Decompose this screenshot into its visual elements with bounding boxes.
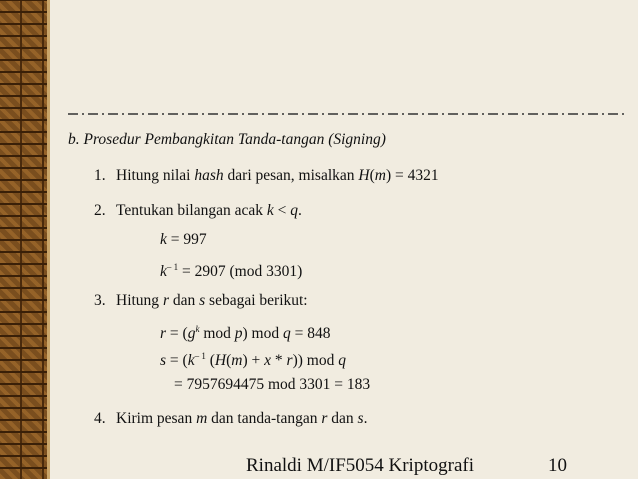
eq-k-value: = 997 <box>166 231 207 248</box>
step-4-dot: . <box>363 410 368 427</box>
eq-s-d: ) + <box>242 352 265 369</box>
step-1-hash: hash <box>194 167 224 184</box>
step-4-dan: dan <box>327 410 358 427</box>
step-2-k: k <box>266 202 274 219</box>
dash-dot-divider <box>68 112 628 116</box>
step-3-r: r <box>162 292 169 309</box>
step-3-dan: dan <box>168 292 200 309</box>
step-3-s-value: = 7957694475 mod 3301 = 183 <box>174 376 371 393</box>
step-4-text: Kirim pesan <box>116 410 197 427</box>
step-2-text: Tentukan bilangan acak <box>116 202 267 219</box>
step-2-q: q <box>290 202 298 219</box>
step-1-text-b: dari pesan, misalkan <box>223 167 359 184</box>
eq-s-q: q <box>338 352 346 369</box>
eq-s-a: = ( <box>166 352 188 369</box>
eq-s-e: * <box>271 352 287 369</box>
eq-s-r: r <box>286 352 293 369</box>
eq-r-a: = ( <box>166 325 188 342</box>
eq-s-H: H <box>214 352 227 369</box>
brick-texture-sidebar <box>0 0 47 479</box>
step-4-number: 4. <box>94 410 106 427</box>
step-1-value: ) = 4321 <box>385 167 439 184</box>
step-4-r: r <box>321 410 328 427</box>
slide-heading: b. Prosedur Pembangkitan Tanda-tangan (Signing) <box>68 131 386 148</box>
step-1 <box>94 167 439 185</box>
eq-s-f: )) mod <box>292 352 339 369</box>
step-3-text: Hitung <box>116 292 163 309</box>
step-1-text: Hitung nilai <box>116 167 195 184</box>
step-1-m: m <box>374 167 386 184</box>
step-2-number: 2. <box>94 202 106 219</box>
step-3-s: s <box>199 292 206 309</box>
step-2 <box>94 202 302 220</box>
eq-r-var: r <box>160 325 167 342</box>
eq-k-var: k <box>160 231 167 248</box>
step-4-m: m <box>196 410 208 427</box>
step-2-eq-k <box>160 231 207 249</box>
eq-r-b: mod <box>199 325 235 342</box>
step-4-s: s <box>357 410 364 427</box>
step-1-number: 1. <box>94 167 106 184</box>
eq-s-b: ( <box>205 352 215 369</box>
eq-s-var: s <box>160 352 167 369</box>
eq-r-sup: k <box>195 324 200 334</box>
step-3-number: 3. <box>94 292 106 309</box>
step-2-eq-kinv <box>160 258 302 281</box>
footer-author: Rinaldi M/IF5054 Kriptografi <box>246 455 474 476</box>
eq-kinv-sup: – 1 <box>166 262 179 272</box>
step-4-text-b: dan tanda-tangan <box>207 410 322 427</box>
eq-s-c: ( <box>226 352 232 369</box>
step-2-dot: . <box>297 202 302 219</box>
step-3 <box>94 292 308 310</box>
step-4 <box>94 410 367 428</box>
step-3-eq-r <box>160 320 330 343</box>
eq-s-x: x <box>264 352 272 369</box>
eq-s-sup: – 1 <box>194 351 206 361</box>
step-1-paren: ( <box>369 167 375 184</box>
eq-r-q: q <box>282 325 291 342</box>
eq-r-p: p <box>234 325 243 342</box>
sidebar-edge <box>47 0 50 479</box>
eq-s-k: k <box>187 352 195 369</box>
eq-kinv-var: k <box>160 263 167 280</box>
step-3-eq-s <box>160 347 346 370</box>
page-number: 10 <box>548 455 567 476</box>
eq-r-value: = 848 <box>290 325 331 342</box>
eq-r-c: ) mod <box>242 325 283 342</box>
step-1-H: H <box>358 167 370 184</box>
eq-r-g: g <box>187 325 196 342</box>
eq-kinv-value: = 2907 (mod 3301) <box>178 263 303 280</box>
step-3-text-b: sebagai berikut: <box>205 292 308 309</box>
step-2-lt: < <box>273 202 291 219</box>
eq-s-m: m <box>231 352 243 369</box>
